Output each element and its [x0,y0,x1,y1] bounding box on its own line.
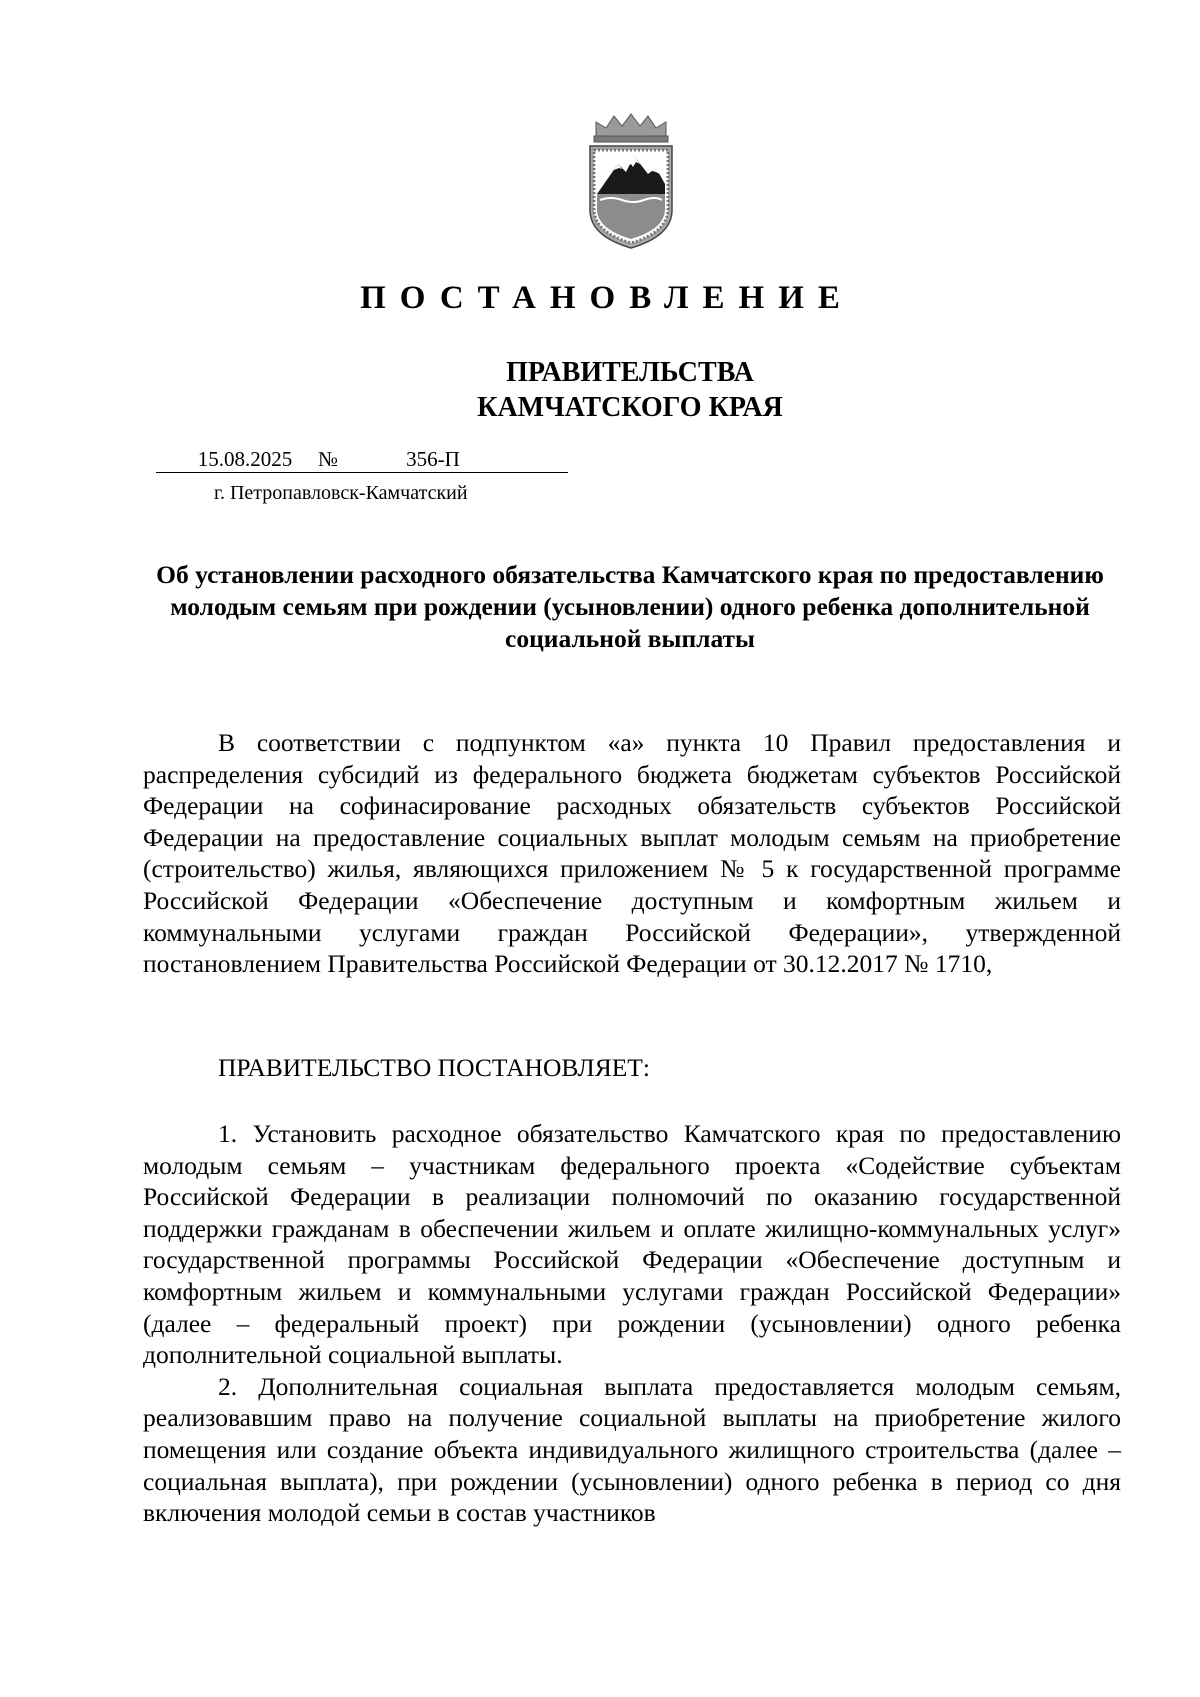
resolution-statement: ПРАВИТЕЛЬСТВО ПОСТАНОВЛЯЕТ: [218,1053,650,1082]
registration-number: 356-П [346,446,568,473]
preamble-paragraph: В соответствии с подпунктом «а» пункта 10 Правил предоставления и распределения субсидий из федерального бюджета бюджетам субъектов Российской Федерации на софинасирование расходных обязательств субъектов Российской Федерации на предоставление социальных выплат молодым семьям на приобретение (строительство) жилья, являющихся приложением № 5 к государственной программе Российской Федерации «Обеспечение доступным и комфортным жильем и коммунальными услугами граждан Российской Федерации», утвержденной постановлением Правительства Российской Федерации от 30.12.2017 № 1710, [143,728,1121,979]
document-title: Об установлении расходного обязательства Камчатского края по предоставлению молодым семьям при рождении (усыновлении) одного ребенка дополнительной социальной выплаты [156,560,1104,653]
registration-number-label: № [308,446,346,473]
resolution-section [143,1052,1121,1084]
item-1-paragraph: 1. Установить расходное обязательство Камчатского края по предоставлению молодым семьям – участникам федерального проекта «Содействие субъектам Российской Федерации в реализации полномочий по оказанию государственной поддержки гражданам в обеспечении жильем и оплате жилищно-коммунальных услуг» государственной программы Российской Федерации «Обеспечение доступным и комфортным жильем и коммунальными услугами граждан Российской Федерации» (далее – федеральный проект) при рождении (усыновлении) одного ребенка дополнительной социальной выплаты. [143,1119,1121,1370]
kamchatka-coat-of-arms-icon [576,112,686,250]
place-of-issue: г. Петропавловск-Камчатский [214,482,468,504]
issuer-line-1: ПРАВИТЕЛЬСТВА [506,357,754,388]
document-type-heading: ПОСТАНОВЛЕНИЕ [360,280,854,316]
item-2-paragraph: 2. Дополнительная социальная выплата предоставляется молодым семьям, реализовавшим право на получение социальной выплаты на приобретение жилого помещения или создание объекта индивидуального жилищного строительства (далее – социальная выплата), при рождении (усыновлении) одного ребенка в период со дня включения молодой семьи в состав участников [143,1371,1121,1528]
issuer-line-2: КАМЧАТСКОГО КРАЯ [477,392,783,423]
issuer-heading [0,355,1200,425]
preamble-section [143,727,1121,980]
registration-date: 15.08.2025 [156,446,308,473]
resolution-items [143,1118,1121,1529]
registration-line [156,446,568,473]
